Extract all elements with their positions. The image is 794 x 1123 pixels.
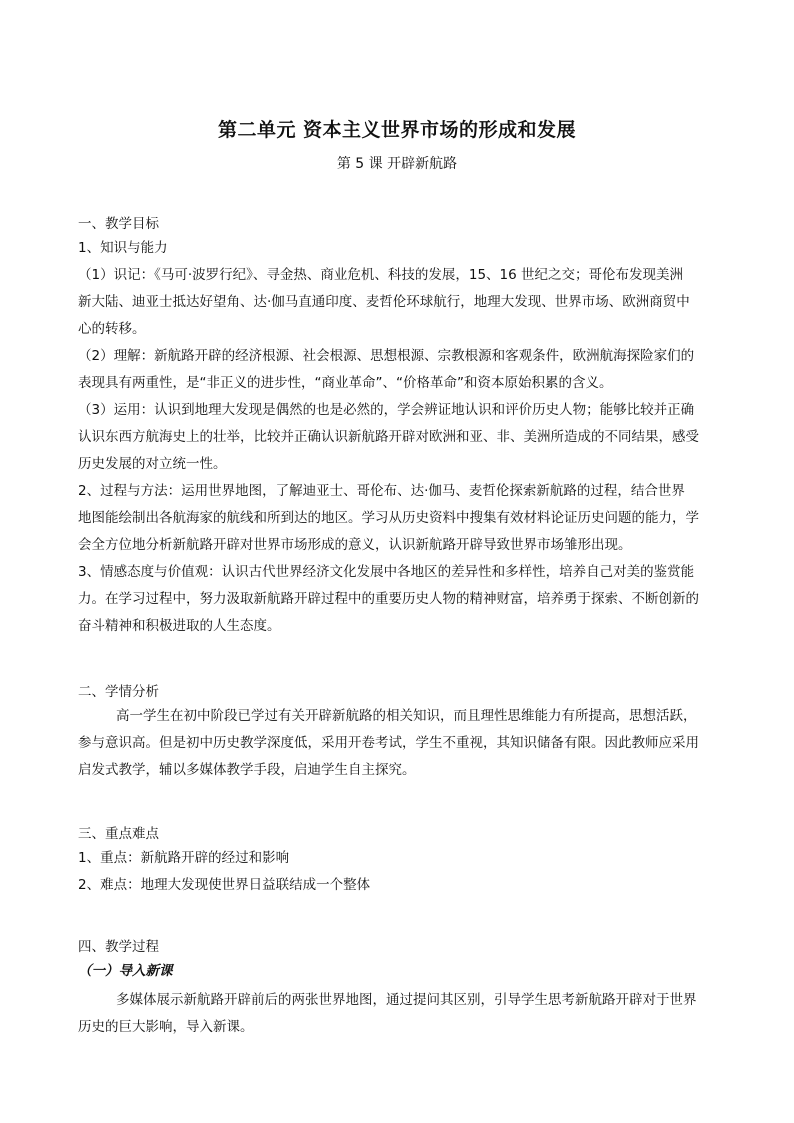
section-heading-teaching-process: 四、教学过程 (78, 939, 159, 955)
list-item-difficult-point: 2、难点：地理大发现使世界日益联结成一个整体 (78, 877, 371, 893)
list-item-key-point: 1、重点：新航路开辟的经过和影响 (78, 850, 290, 866)
lesson-subtitle: 第 5 课 开辟新航路 (336, 156, 458, 172)
section-heading-teaching-goals: 一、教学目标 (78, 216, 159, 232)
paragraph-line: 2、过程与方法：运用世界地图，了解迪亚士、哥伦布、达·伽马、麦哲伦探索新航路的过程，结合世界 (78, 483, 685, 499)
paragraph-line: 历史的巨大影响，导入新课。 (78, 1019, 254, 1035)
paragraph-line: （2）理解：新航路开辟的经济根源、社会根源、思想根源、宗教根源和客观条件，欧洲航海探险家们的 (78, 348, 695, 364)
paragraph-line: 启发式教学，辅以多媒体教学手段，启迪学生自主探究。 (78, 762, 416, 778)
paragraph-line: 力。在学习过程中，努力汲取新航路开辟过程中的重要历史人物的精神财富，培养勇于探索、不断创新的 (78, 591, 699, 607)
paragraph-line: 认识东西方航海史上的壮举，比较并正确认识新航路开辟对欧洲和亚、非、美洲所造成的不同结果，感受 (78, 429, 699, 445)
subheading-knowledge-ability: 1、知识与能力 (78, 240, 168, 256)
paragraph-line: 参与意识高。但是初中历史教学深度低，采用开卷考试，学生不重视，其知识储备有限。因此教师应采用 (78, 735, 699, 751)
section-heading-student-analysis: 二、学情分析 (78, 684, 159, 700)
paragraph-line: 高一学生在初中阶段已学过有关开辟新航路的相关知识，而且理性思维能力有所提高，思想活跃， (116, 708, 697, 724)
paragraph-line: 新大陆、迪亚士抵达好望角、达·伽马直通印度、麦哲伦环球航行，地理大发现、世界市场、欧洲商贸中 (78, 294, 690, 310)
paragraph-line: 地图能绘制出各航海家的航线和所到达的地区。学习从历史资料中搜集有效材料论证历史问题的能力，学 (78, 510, 699, 526)
paragraph-line: 多媒体展示新航路开辟前后的两张世界地图，通过提问其区别，引导学生思考新航路开辟对于世界 (116, 992, 697, 1008)
paragraph-line: 3、情感态度与价值观：认识古代世界经济文化发展中各地区的差异性和多样性，培养自己对美的鉴赏能 (78, 564, 695, 580)
subheading-introduction: （一）导入新课 (78, 963, 173, 979)
document-title: 第二单元 资本主义世界市场的形成和发展 (217, 119, 577, 141)
paragraph-line: （1）识记：《马可·波罗行纪》、寻金热、商业危机、科技的发展，15、16 世纪之交；哥伦布发现美洲 (78, 267, 684, 283)
paragraph-line: 会全方位地分析新航路开辟对世界市场形成的意义，认识新航路开辟导致世界市场雏形出现。 (78, 537, 632, 553)
paragraph-line: 奋斗精神和积极进取的人生态度。 (78, 618, 281, 634)
paragraph-line: 心的转移。 (78, 321, 146, 337)
paragraph-line: 表现具有两重性，是“非正义的进步性，“商业革命”、“价格革命”和资本原始积累的含义。 (78, 375, 613, 391)
paragraph-line: 历史发展的对立统一性。 (78, 456, 227, 472)
paragraph-line: （3）运用：认识到地理大发现是偶然的也是必然的，学会辨证地认识和评价历史人物；能够比较并正确 (78, 402, 695, 418)
section-heading-key-points: 三、重点难点 (78, 826, 159, 842)
